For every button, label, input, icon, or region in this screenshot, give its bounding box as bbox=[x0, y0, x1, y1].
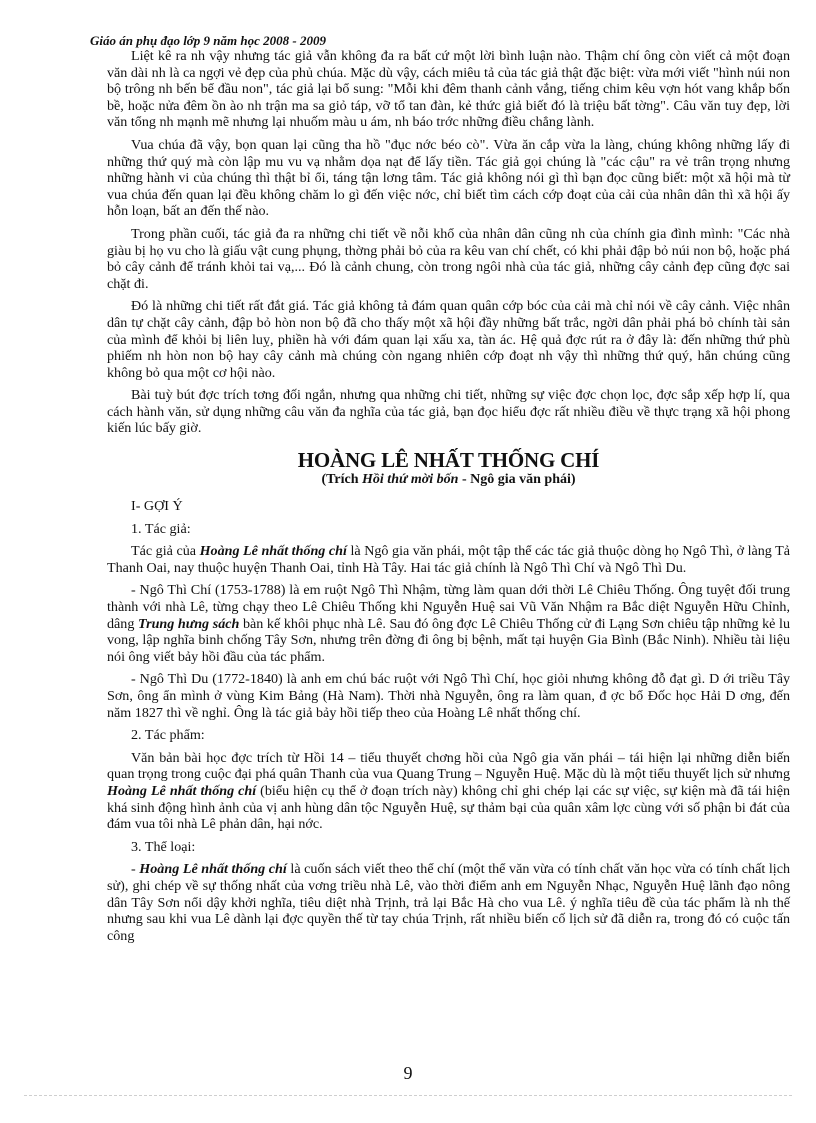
section-subtitle bbox=[107, 471, 790, 488]
text-run: bàn kế khôi phục nhà Lê. Sau đó ông đợc Lê Chiêu Thống cử đi Lạng Sơn chiêu tập những kẻ lu vong, lập nghĩa binh chống Tây Sơn, nhưng trên đờng đi ông bị bệnh, mất tại huyện Gia Bình (Bắc Ninh). Nhiều tài liệu nói ông viết bảy hồi đầu của tác phẩm. bbox=[107, 615, 790, 665]
paragraph: Trong phần cuối, tác giả đa ra những chi tiết về nỗi khổ của nhân dân cũng nh của chính gia đình mình: "Các nhà giàu bị họ vu cho là giấu vật cung phụng, thờng phải bỏ của ra kêu van chí chết, có khi phải đập bỏ núi non bộ, hoặc phá bỏ cây cảnh để tránh khỏi tai vạ,... Đó là cảnh chung, còn trong ngôi nhà của tác giả, những cây cảnh đẹp cũng đợc sai chặt đi. bbox=[107, 225, 790, 292]
heading-tac-gia: 1. Tác giả: bbox=[131, 520, 191, 537]
running-header: Giáo án phụ đạo lớp 9 năm học 2008 - 2009 bbox=[90, 33, 326, 48]
paragraph bbox=[107, 750, 790, 833]
page-number: 9 bbox=[403, 1063, 413, 1083]
paragraph: Bài tuỳ bút đợc trích tơng đối ngắn, nhưng qua những chi tiết, những sự việc đợc chọn lọc, đợc sắp xếp hợp lí, qua cách hành văn, sử dụng những câu văn đa nghĩa của tác giả, bạn đọc hiểu đợc rất nhiều điều về thực trạng xã hội phong kiến lúc bấy giờ. bbox=[107, 387, 790, 437]
text-run: Văn bản bài học đợc trích từ Hồi 14 – tiểu thuyết chơng hồi của Ngô gia văn phái – tái hiện lại những diễn biến quan trọng trong cuộc đại phá quân Thanh của vua Quang Trung – Nguyễn Huệ. Mặc dù là một tiểu thuyết lịch sử nhưng bbox=[107, 749, 790, 783]
heading-the-loai: 3. Thể loại: bbox=[131, 838, 196, 855]
page-divider bbox=[24, 1095, 792, 1096]
heading-goi-y: I- GỢI Ý bbox=[131, 498, 183, 515]
text-run: Tác giả của bbox=[131, 543, 200, 560]
text-run: (biểu hiện cụ thể ở đoạn trích này) không chỉ ghi chép lại các sự việc, sự kiện mà đã tái hiện khá sinh động hình ảnh của vị anh hùng dân tộc Nguyễn Huệ, sự thảm bại của quân xâm lợc cùng với số phận bi đát của đám vua tôi nhà Lê phản dân, hại nớc. bbox=[107, 782, 790, 833]
text-run: là cuốn sách viết theo thể chí (một thể văn vừa có tính chất văn học vừa có tính chất lịch sử), ghi chép về sự thống nhất của vơng triều nhà Lê, vào thời điểm anh em Nguyễn Nhạc, Nguyễn Huệ lãnh đạo nông dân Tây Sơn nổi dậy khởi nghĩa, tiêu diệt nhà Trịnh, trả lại Bắc Hà cho vua Lê. ý nghĩa tiêu đề của tác phẩm là nh thế nhưng sau khi vua Lê dành lại đợc quyền thế từ tay chúa Trịnh, rất nhiều biến cố lịch sử đã diễn ra, trong đó có cuộc tấn công bbox=[107, 861, 791, 944]
heading-tac-pham: 2. Tác phẩm: bbox=[131, 727, 205, 744]
paragraph bbox=[107, 582, 790, 665]
text-run: - bbox=[131, 861, 140, 878]
paragraph: Vua chúa đã vậy, bọn quan lại cũng tha hồ "đục nớc béo cò". Vừa ăn cắp vừa la làng, chúng không những lấy đi những thứ quý mà còn lập mu vu vạ nhằm dọa nạt để lấy tiền. Tác giả gọi chúng là "các cậu" ra vẻ trân trọng nhưng những hành vi của chúng thì thật bỉ ổi, táng tận lơng tâm. Tác giả không nói gì thì bạn đọc cũng biết: một xã hội mà từ vua chúa đến quan lại đều không chăm lo gì đến việc nớc, chỉ biết tìm cách cớp đoạt của cải của nhân dân thì xã hội ấy hỗn loạn, bất an đến thế nào. bbox=[107, 136, 790, 220]
book-title: Hoàng Lê nhất thống chí bbox=[139, 861, 287, 878]
book-title: Hoàng Lê nhất thống chí bbox=[107, 782, 257, 799]
section-title: HOÀNG LÊ NHẤT THỐNG CHÍ bbox=[297, 448, 600, 473]
paragraph: Đó là những chi tiết rất đắt giá. Tác giả không tả đám quan quân cớp bóc của cải mà chỉ nói về cây cảnh. Việc nhân dân tự chặt cây cảnh, đập bỏ hòn non bộ đã cho thấy một xã hội đầy những bất trắc, ngời dân phải phá bỏ chính tài sản của mình để khỏi bị liên luỵ, phiền hà với đám quan lại xấu xa, tàn ác. Hệ quả đợc rút ra ở đây là: đến những thứ phù phiếm nh hòn non bộ hay cây cảnh mà chúng còn ngang nhiên cớp đoạt nh vậy thì những thứ quý, hẳn chúng cũng không bỏ qua một cơ hội nào. bbox=[107, 298, 790, 381]
paragraph: - Ngô Thì Du (1772-1840) là anh em chú bác ruột với Ngô Thì Chí, học giỏi nhưng không đỗ đạt gì. D ới triều Tây Sơn, ông ẩn mình ở vùng Kim Bảng (Hà Nam). Thời nhà Nguyễn, ông ra làm quan, đ ợc bổ Đốc học Hải D ơng, đến năm 1827 thì về nghỉ. Ông là tác giả bảy hồi tiếp theo của Hoàng Lê nhất thống chí. bbox=[107, 671, 790, 721]
book-title: Trung hưng sách bbox=[138, 615, 240, 632]
paragraph: Liệt kê ra nh vậy nhưng tác giả vẫn không đa ra bất cứ một lời bình luận nào. Thậm chí ông còn viết cả một đoạn văn dài nh là ca ngợi vẻ đẹp của phủ chúa. Mặc dù vậy, cách miêu tả của tác giả thật đặc biệt: vừa mới viết "hình núi non bộ trông nh bến bể đầu non", tác giả lại bổ sung: "Mỗi khi đêm thanh cảnh vắng, tiếng chim kêu vợn hót vang khắp bốn bề, hoặc nửa đêm ồn ào nh trận ma sa giỏ táp, vỡ tổ tan đàn, kẻ thức giả biết đó là triệu bất tờng". Câu văn tuy đẹp, lời văn tổng nh mạnh mẽ nhưng lại nhuốm màu u ám, nh báo trớc những điều chẳng lành. bbox=[107, 48, 790, 131]
book-title: Hoàng Lê nhất thống chí bbox=[199, 543, 347, 560]
text-run: - Ngô Thì Chí (1753-1788) là em ruột Ngô Thì Nhậm, từng làm quan dới thời Lê Chiêu Thống. Ông tuyệt đối trung thành với nhà Lê, từng chạy theo Lê Chiêu Thống khi Nguyễn Huệ sai Vũ Văn Nhậm ra Bắc diệt Nguyễn Hữu Chỉnh, dâng bbox=[107, 582, 790, 632]
paragraph bbox=[107, 861, 790, 944]
paragraph bbox=[107, 543, 790, 576]
subtitle-italic: Hồi thứ mời bốn bbox=[362, 472, 459, 488]
text-run: là Ngô gia văn phái, một tập thể các tác giả thuộc dòng họ Ngô Thì, ở làng Tả Thanh Oai, nay thuộc huyện Thanh Oai, tỉnh Hà Tây. Hai tác giả chính là Ngô Thì Chí và Ngô Thì Du. bbox=[107, 543, 791, 576]
document-body bbox=[107, 48, 790, 950]
subtitle-suffix: - Ngô gia văn phái) bbox=[458, 472, 576, 488]
subtitle-prefix: (Trích bbox=[321, 472, 363, 488]
